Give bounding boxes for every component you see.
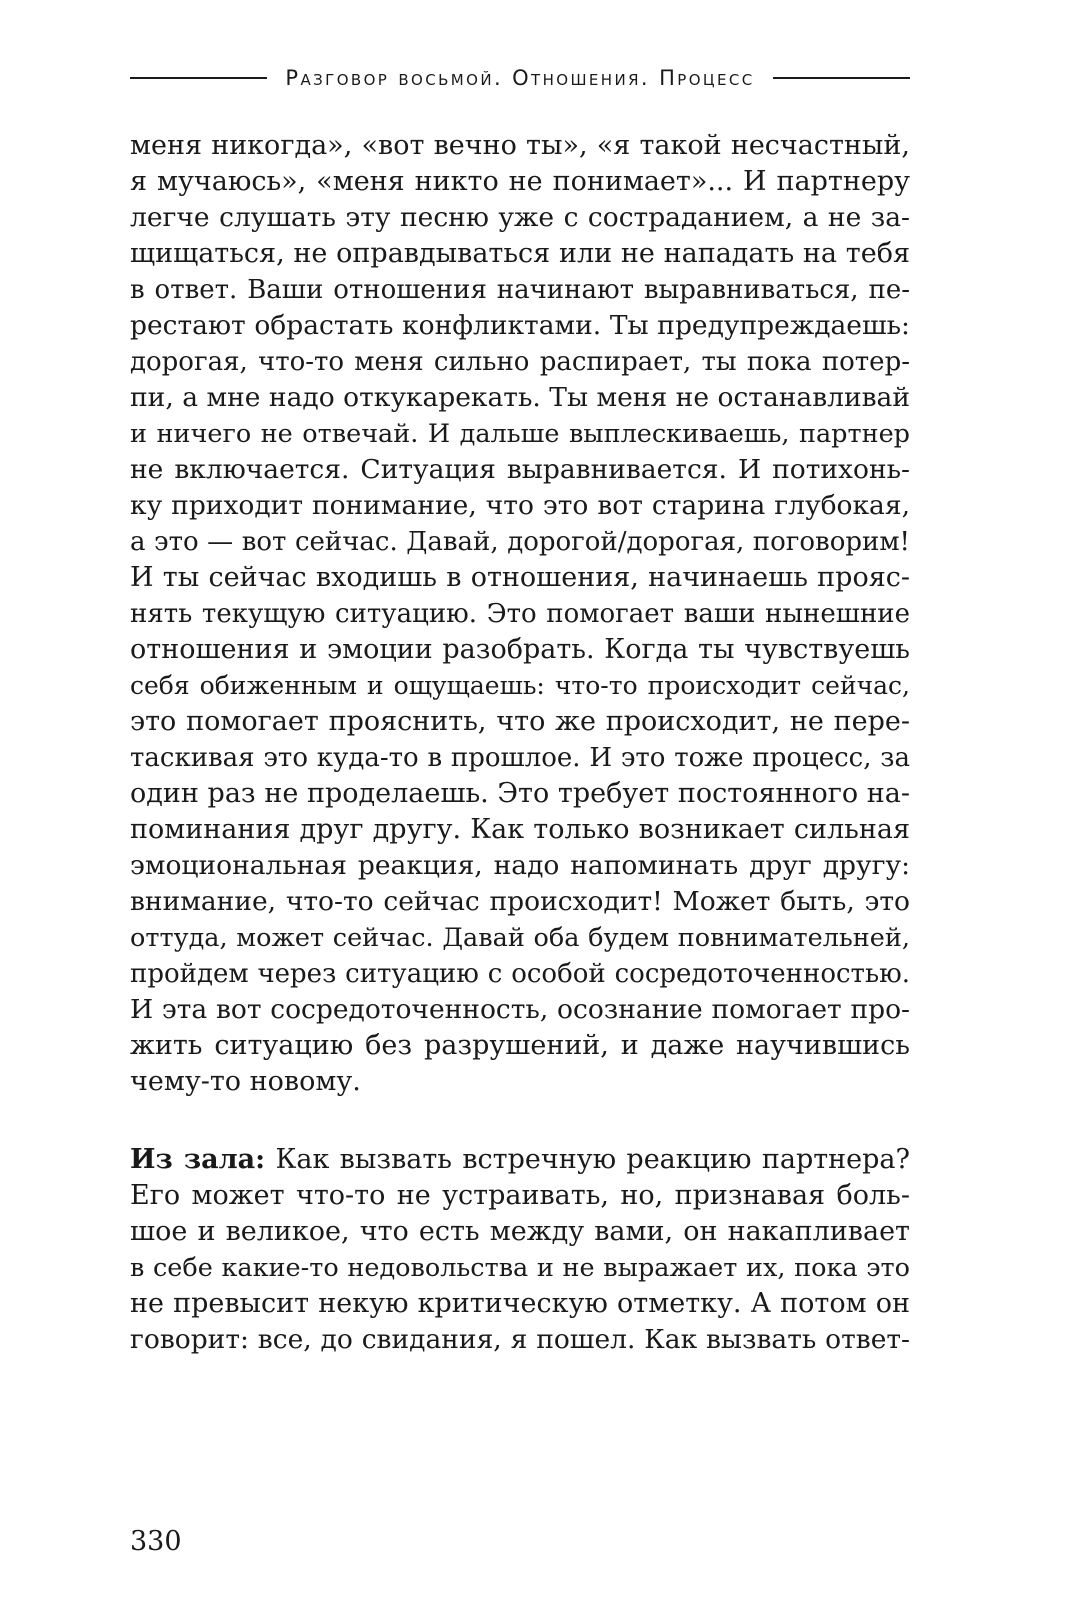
- text-line: я мучаюсь», «меня никто не понимает»... И партнеру: [130, 166, 910, 197]
- text-line-with-lead: [130, 1142, 910, 1178]
- text-line: оттуда, может сейчас. Давай оба будем повнимательней,: [130, 923, 910, 953]
- text-line: себя обиженным и ощущаешь: что-то происходит сейчас,: [130, 671, 910, 700]
- running-head-rule-right: [773, 77, 910, 79]
- running-head-title: Разговор восьмой. Отношения. Процесс: [285, 66, 755, 90]
- text-line: щищаться, не оправдываться или не нападать на тебя: [130, 238, 910, 269]
- text-line: чему-то новому.: [130, 1066, 361, 1097]
- page-body: [130, 128, 910, 1358]
- paragraph-gap: [130, 1100, 910, 1142]
- text-line: таскивая это куда-то в прошлое. И это тоже процесс, за: [130, 743, 910, 773]
- running-head-rule-left: [130, 77, 267, 79]
- text-line: пи, а мне надо откукарекать. Ты меня не останавливай: [130, 382, 910, 413]
- text-line: в ответ. Ваши отношения начинают выравниваться, пе-: [130, 275, 910, 305]
- text-line: жить ситуацию без разрушений, и даже научившись: [130, 1030, 910, 1061]
- text-line: а это — вот сейчас. Давай, дорогой/дорогая, поговорим!: [130, 527, 910, 557]
- text-line: легче слушать эту песню уже с состраданием, а не за-: [130, 202, 910, 233]
- text-line: и ничего не отвечай. И дальше выплескиваешь, партнер: [130, 419, 910, 449]
- text-line: эмоциональная реакция, надо напоминать друг другу:: [130, 850, 910, 881]
- text-line: это помогает прояснить, что же происходит, не пере-: [130, 706, 910, 737]
- running-head: [130, 60, 910, 96]
- text-line: не превысит некую критическую отметку. А потом он: [130, 1288, 910, 1319]
- text-line: внимание, что-то сейчас происходит! Может быть, это: [130, 886, 910, 917]
- text-line: рестают обрастать конфликтами. Ты предупреждаешь:: [130, 310, 910, 341]
- text-line: отношения и эмоции разобрать. Когда ты чувствуешь: [130, 634, 910, 665]
- text-line: дорогая, что-то меня сильно распирает, ты пока потер-: [130, 347, 910, 377]
- text-line: ку приходит понимание, что это вот старина глубокая,: [130, 490, 910, 521]
- text-line: не включается. Ситуация выравнивается. И потихонь-: [130, 454, 910, 485]
- text-line: меня никогда», «вот вечно ты», «я такой несчастный,: [130, 130, 910, 161]
- page-number: 330: [130, 1526, 182, 1557]
- text-line: в себе какие-то недовольства и не выражает их, пока это: [130, 1253, 910, 1283]
- paragraph-1: [130, 128, 910, 1100]
- text-line: поминания друг другу. Как только возникает сильная: [130, 814, 910, 845]
- text-line: И ты сейчас входишь в отношения, начинаешь прояс-: [130, 562, 910, 593]
- text-line: пройдем через ситуацию с особой сосредоточенностью.: [130, 959, 910, 989]
- text-line: шое и великое, что есть между вами, он накапливает: [130, 1216, 910, 1247]
- text-line: говорит: все, до свидания, я пошел. Как вызвать ответ-: [130, 1324, 910, 1355]
- text-line: И эта вот сосредоточенность, осознание помогает про-: [130, 994, 910, 1025]
- paragraph-2: [130, 1142, 910, 1358]
- text-line: один раз не проделаешь. Это требует постоянного на-: [130, 778, 910, 809]
- text-fragment: Как вызвать встречную реакцию партнера?: [265, 1144, 910, 1175]
- text-line: нять текущую ситуацию. Это помогает ваши нынешние: [130, 599, 910, 629]
- speaker-label: Из зала:: [130, 1144, 266, 1175]
- text-line: Его может что-то не устраивать, но, признавая боль-: [130, 1180, 910, 1211]
